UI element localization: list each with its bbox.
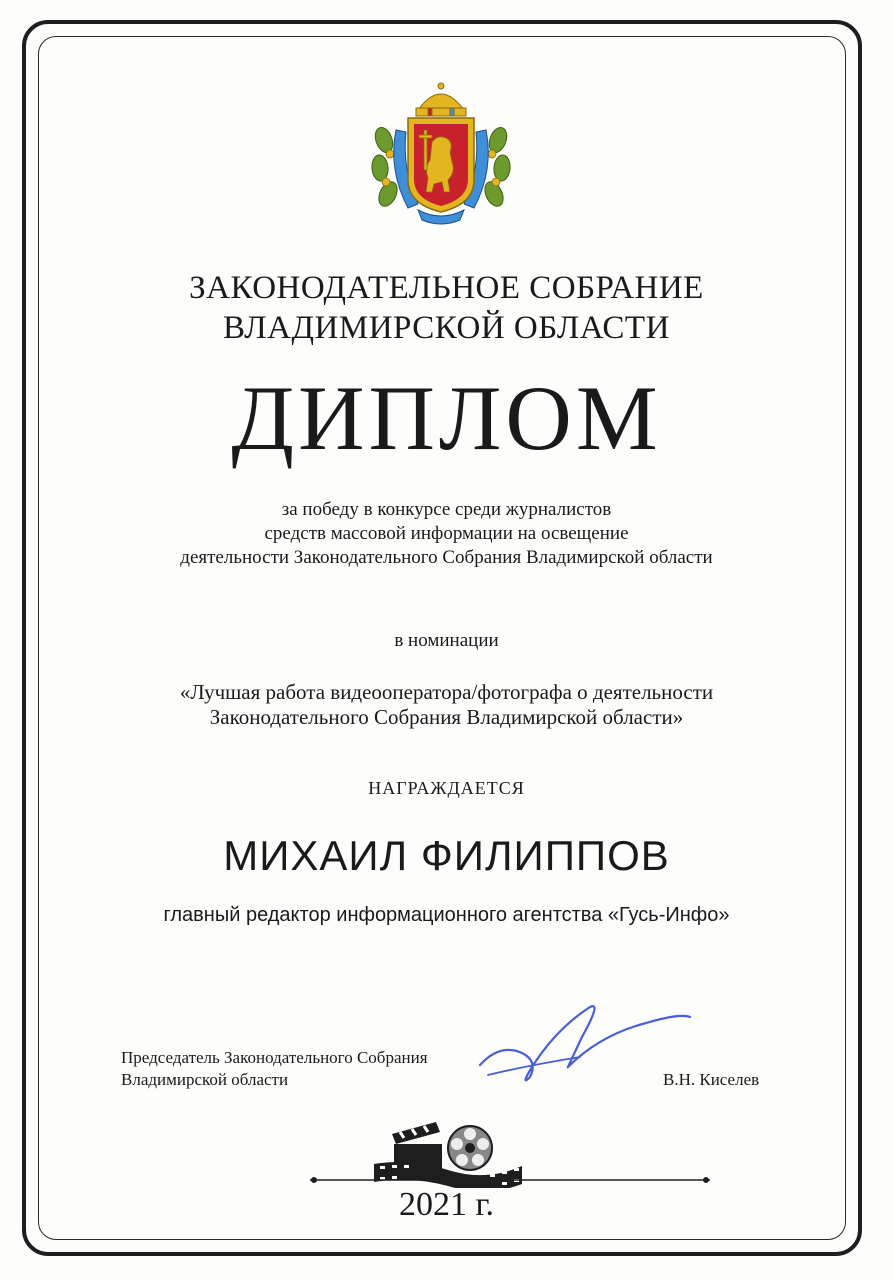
reason-line-2: средств массовой информации на освещение xyxy=(264,523,629,544)
award-reason xyxy=(0,498,893,570)
nomination-label: в номинации xyxy=(394,630,499,651)
reason-line-3: деятельности Законодательного Собрания Владимирской области xyxy=(180,547,713,568)
decorative-divider xyxy=(310,1176,710,1184)
signatory-title-line-1: Председатель Законодательного Собрания xyxy=(121,1048,428,1067)
signatory-title-line-2: Владимирской области xyxy=(121,1070,289,1089)
nomination-line-1: «Лучшая работа видеооператора/фотографа о деятельности xyxy=(179,680,714,704)
recipient-position: главный редактор информационного агентства «Гусь-Инфо» xyxy=(163,904,730,926)
nomination-name xyxy=(0,680,893,730)
organization-name xyxy=(0,268,893,348)
document-title: ДИПЛОМ xyxy=(231,367,662,469)
nomination-line-2: Законодательного Собрания Владимирской области» xyxy=(209,705,684,729)
signatory-name: В.Н. Киселев xyxy=(663,1070,760,1089)
organization-line-1: ЗАКОНОДАТЕЛЬНОЕ СОБРАНИЕ xyxy=(189,270,704,306)
organization-line-2: ВЛАДИМИРСКОЙ ОБЛАСТИ xyxy=(223,310,670,346)
recipient-name: МИХАИЛ ФИЛИППОВ xyxy=(223,832,670,879)
awarded-label: НАГРАЖДАЕТСЯ xyxy=(368,778,525,798)
coat-of-arms-icon xyxy=(368,80,514,230)
year: 2021 г. xyxy=(398,1186,495,1223)
signatory-title xyxy=(121,1047,428,1091)
reason-line-1: за победу в конкурсе среди журналистов xyxy=(281,499,612,520)
